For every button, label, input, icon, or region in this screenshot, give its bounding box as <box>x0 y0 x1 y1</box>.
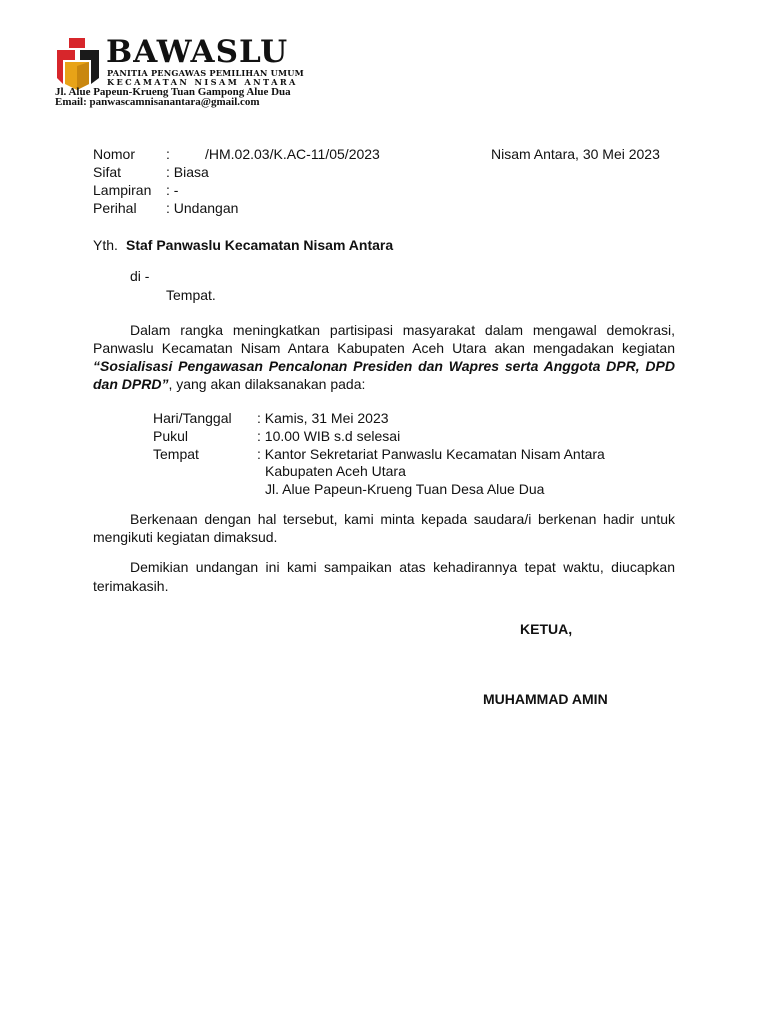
perihal-value: : Undangan <box>166 200 239 216</box>
sifat-label: Sifat <box>93 164 122 180</box>
pukul-value: : 10.00 WIB s.d selesai <box>257 428 401 444</box>
tempat-value-1: : Kantor Sekretariat Panwaslu Kecamatan Nisam Antara <box>257 446 605 462</box>
sifat-value: : Biasa <box>166 164 209 180</box>
hari-label: Hari/Tanggal <box>153 410 232 426</box>
lampiran-label: Lampiran <box>93 182 152 198</box>
tempat-value-2: Kabupaten Aceh Utara <box>265 463 406 479</box>
nomor-colon: : <box>166 146 170 162</box>
body-p3-line1: Demikian undangan ini kami sampaikan atas kehadirannya tepat waktu, diucapkan <box>130 559 675 575</box>
body-p1-line4 <box>93 375 365 393</box>
body-p1-event-title: “Sosialisasi Pengawasan Pencalonan Presiden dan Wapres serta Anggota DPR, DPD <box>93 358 675 374</box>
body-p2-line1: Berkenaan dengan hal tersebut, kami minta kepada saudara/i berkenan hadir untuk <box>130 511 675 527</box>
hari-value: : Kamis, 31 Mei 2023 <box>257 410 389 426</box>
recipient-name: Staf Panwaslu Kecamatan Nisam Antara <box>126 237 394 253</box>
body-p2-line2: mengikuti kegiatan dimaksud. <box>93 529 278 545</box>
brand-name: BAWASLU <box>106 34 289 70</box>
body-p1-line2: Panwaslu Kecamatan Nisam Antara Kabupaten Aceh Utara akan mengadakan kegiatan <box>93 340 675 356</box>
bawaslu-logo-icon <box>55 38 101 90</box>
tempat-value-3: Jl. Alue Papeun-Krueng Tuan Desa Alue Dua <box>265 481 545 497</box>
letterhead-address: Jl. Alue Papeun-Krueng Tuan Gampong Alue Dua <box>55 86 291 98</box>
letterhead-email: Email: panwascamnisanantara@gmail.com <box>55 96 260 108</box>
nomor-value: /HM.02.03/K.AC-11/05/2023 <box>205 146 380 162</box>
body-p1-line1: Dalam rangka meningkatkan partisipasi masyarakat dalam mengawal demokrasi, <box>130 322 675 338</box>
recipient-tempat: Tempat. <box>166 287 216 303</box>
signature-title: KETUA, <box>520 621 573 637</box>
lampiran-value: : - <box>166 182 179 198</box>
body-p3-line2: terimakasih. <box>93 578 169 594</box>
recipient-prefix: Yth. <box>93 237 118 253</box>
tempat-label: Tempat <box>153 446 199 462</box>
event-title-end: dan DPRD” <box>93 376 169 392</box>
body-p1-line4-rest: , yang akan dilaksanakan pada: <box>168 376 366 392</box>
letter-date: Nisam Antara, 30 Mei 2023 <box>491 146 660 162</box>
brand-subtitle-2: KECAMATAN NISAM ANTARA <box>107 77 298 87</box>
brand-subtitle-1: PANITIA PENGAWAS PEMILIHAN UMUM <box>107 68 304 78</box>
nomor-label: Nomor <box>93 146 136 162</box>
signature-name: MUHAMMAD AMIN <box>483 691 608 707</box>
recipient-di: di - <box>130 268 150 284</box>
pukul-label: Pukul <box>153 428 189 444</box>
perihal-label: Perihal <box>93 200 137 216</box>
